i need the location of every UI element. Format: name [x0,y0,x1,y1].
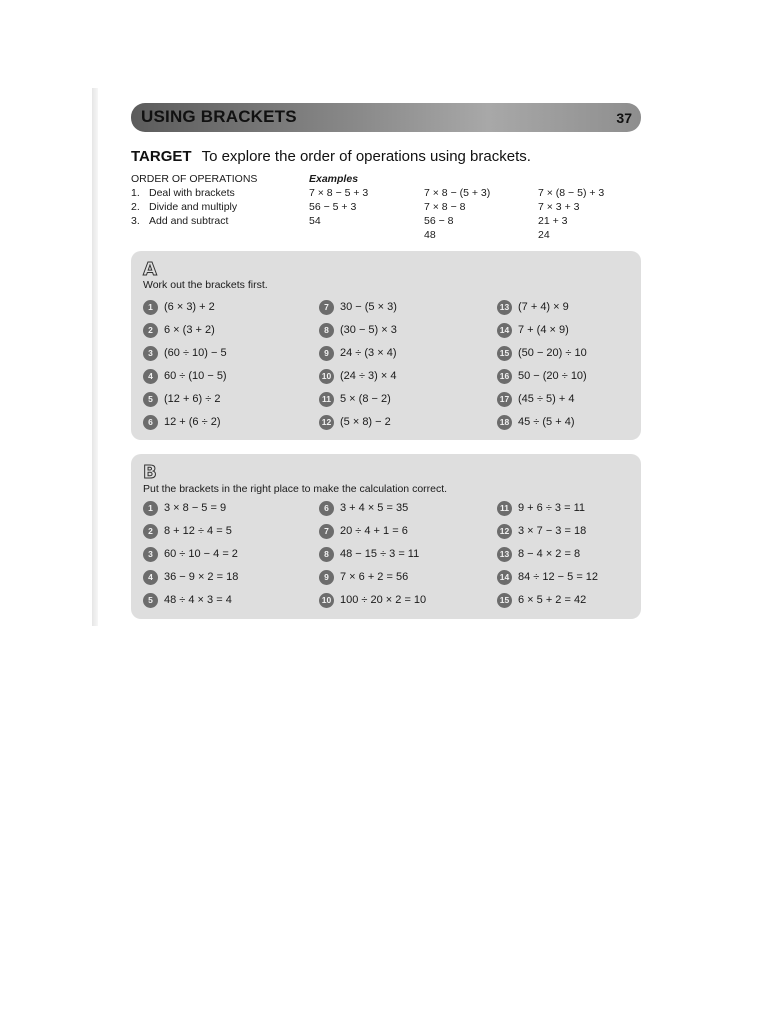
question-number-badge: 17 [497,392,512,407]
question-text: (7 + 4) × 9 [518,301,569,313]
order-step-text: Divide and multiply [149,201,238,213]
question-text: 12 + (6 ÷ 2) [164,416,221,428]
example-line: 7 × 8 − (5 + 3) [424,187,491,199]
order-step-text: Add and subtract [149,215,229,227]
question-text: 60 ÷ (10 − 5) [164,370,227,382]
question-text: (30 − 5) × 3 [340,324,397,336]
example-line: 7 × 8 − 8 [424,201,466,213]
question-number-badge: 9 [319,570,334,585]
question-b-11 [497,500,585,516]
example-line: 7 × (8 − 5) + 3 [538,187,605,199]
target-line [131,148,531,165]
question-b-6 [319,500,408,516]
question-number-badge: 7 [319,524,334,539]
question-number-badge: 3 [143,346,158,361]
question-text: (12 + 6) ÷ 2 [164,393,221,405]
question-number-badge: 4 [143,570,158,585]
question-number-badge: 11 [319,392,334,407]
question-text: 84 ÷ 12 − 5 = 12 [518,571,599,583]
question-a-11 [319,391,391,407]
example-line: 56 − 8 [424,215,454,227]
question-text: 48 ÷ 4 × 3 = 4 [164,594,232,606]
question-a-6 [143,414,220,430]
example-line: 56 − 5 + 3 [309,201,357,213]
question-text: (24 ÷ 3) × 4 [340,370,397,382]
examples-heading-wrap [309,172,358,186]
question-a-14 [497,322,569,338]
question-a-8 [319,322,397,338]
order-step-number: 3. [131,215,140,227]
question-text: 60 ÷ 10 − 4 = 2 [164,548,238,560]
question-a-1 [143,299,215,315]
question-text: 5 × (8 − 2) [340,393,391,405]
question-b-5 [143,592,232,608]
question-a-10 [319,368,396,384]
order-step-number: 1. [131,187,140,199]
question-number-badge: 15 [497,346,512,361]
question-number-badge: 6 [143,415,158,430]
question-number-badge: 18 [497,415,512,430]
target-label: TARGET [131,148,192,165]
question-a-9 [319,345,396,361]
question-text: 6 × 5 + 2 = 42 [518,594,587,606]
question-b-2 [143,523,232,539]
question-text: 3 × 7 − 3 = 18 [518,525,587,537]
question-number-badge: 12 [319,415,334,430]
question-text: 7 × 6 + 2 = 56 [340,571,409,583]
question-number-badge: 9 [319,346,334,361]
page-number: 37 [616,110,632,126]
question-a-7 [319,299,397,315]
question-text: 3 + 4 × 5 = 35 [340,502,409,514]
question-text: 8 + 12 ÷ 4 = 5 [164,525,232,537]
question-number-badge: 1 [143,501,158,516]
question-text: (5 × 8) − 2 [340,416,391,428]
question-text: 36 − 9 × 2 = 18 [164,571,239,583]
question-number-badge: 8 [319,547,334,562]
question-text: 6 × (3 + 2) [164,324,215,336]
question-number-badge: 12 [497,524,512,539]
question-text: 24 ÷ (3 × 4) [340,347,397,359]
example-column-3 [538,186,604,242]
question-text: (6 × 3) + 2 [164,301,215,313]
question-number-badge: 5 [143,593,158,608]
example-line: 48 [424,229,436,241]
example-column-1 [309,186,368,228]
example-line: 21 + 3 [538,215,568,227]
question-number-badge: 7 [319,300,334,315]
target-text: To explore the order of operations using brackets. [201,148,531,165]
question-text: 3 × 8 − 5 = 9 [164,502,227,514]
question-a-17 [497,391,574,407]
question-number-badge: 5 [143,392,158,407]
question-number-badge: 8 [319,323,334,338]
page-edge-shadow [92,88,98,626]
example-line: 24 [538,229,550,241]
question-text: (60 ÷ 10) − 5 [164,347,227,359]
question-b-7 [319,523,408,539]
section-a-letter: A [143,259,157,280]
question-a-13 [497,299,569,315]
question-number-badge: 10 [319,369,334,384]
example-line: 7 × 8 − 5 + 3 [309,187,369,199]
order-step [131,214,257,228]
question-text: 7 + (4 × 9) [518,324,569,336]
question-b-12 [497,523,586,539]
section-b-letter: B [143,462,157,483]
order-of-operations [131,172,257,228]
question-a-4 [143,368,227,384]
question-b-9 [319,569,408,585]
question-text: 9 + 6 ÷ 3 = 11 [518,502,585,514]
question-number-badge: 11 [497,501,512,516]
question-number-badge: 2 [143,323,158,338]
page-title: USING BRACKETS [141,107,297,126]
question-a-12 [319,414,391,430]
question-text: 50 − (20 ÷ 10) [518,370,587,382]
question-a-3 [143,345,227,361]
question-number-badge: 15 [497,593,512,608]
order-step-number: 2. [131,201,140,213]
question-b-1 [143,500,226,516]
question-number-badge: 1 [143,300,158,315]
example-line: 54 [309,215,321,227]
section-b-instruction: Put the brackets in the right place to make the calculation correct. [143,483,448,495]
question-text: (45 ÷ 5) + 4 [518,393,575,405]
question-a-18 [497,414,574,430]
question-b-10 [319,592,426,608]
section-a-instruction: Work out the brackets first. [143,279,268,291]
question-text: 48 − 15 ÷ 3 = 11 [340,548,420,560]
question-number-badge: 14 [497,323,512,338]
question-number-badge: 2 [143,524,158,539]
question-a-16 [497,368,587,384]
order-of-operations-heading: ORDER OF OPERATIONS [131,173,258,185]
question-number-badge: 4 [143,369,158,384]
question-number-badge: 13 [497,547,512,562]
order-step-text: Deal with brackets [149,187,235,199]
question-text: 8 − 4 × 2 = 8 [518,548,581,560]
question-b-4 [143,569,238,585]
question-a-2 [143,322,215,338]
question-b-8 [319,546,419,562]
question-b-13 [497,546,580,562]
question-text: 100 ÷ 20 × 2 = 10 [340,594,427,606]
section-b [131,454,641,619]
question-a-15 [497,345,587,361]
question-text: (50 − 20) ÷ 10 [518,347,587,359]
order-step [131,186,257,200]
example-line: 7 × 3 + 3 [538,201,580,213]
question-number-badge: 6 [319,501,334,516]
question-number-badge: 14 [497,570,512,585]
question-text: 30 − (5 × 3) [340,301,397,313]
question-number-badge: 3 [143,547,158,562]
question-text: 20 ÷ 4 + 1 = 6 [340,525,408,537]
question-b-14 [497,569,598,585]
question-number-badge: 16 [497,369,512,384]
question-number-badge: 13 [497,300,512,315]
order-step [131,200,257,214]
question-b-3 [143,546,238,562]
question-a-5 [143,391,220,407]
example-column-2 [424,186,490,242]
section-a [131,251,641,440]
examples-heading: Examples [309,173,359,185]
question-b-15 [497,592,586,608]
question-text: 45 ÷ (5 + 4) [518,416,575,428]
question-number-badge: 10 [319,593,334,608]
